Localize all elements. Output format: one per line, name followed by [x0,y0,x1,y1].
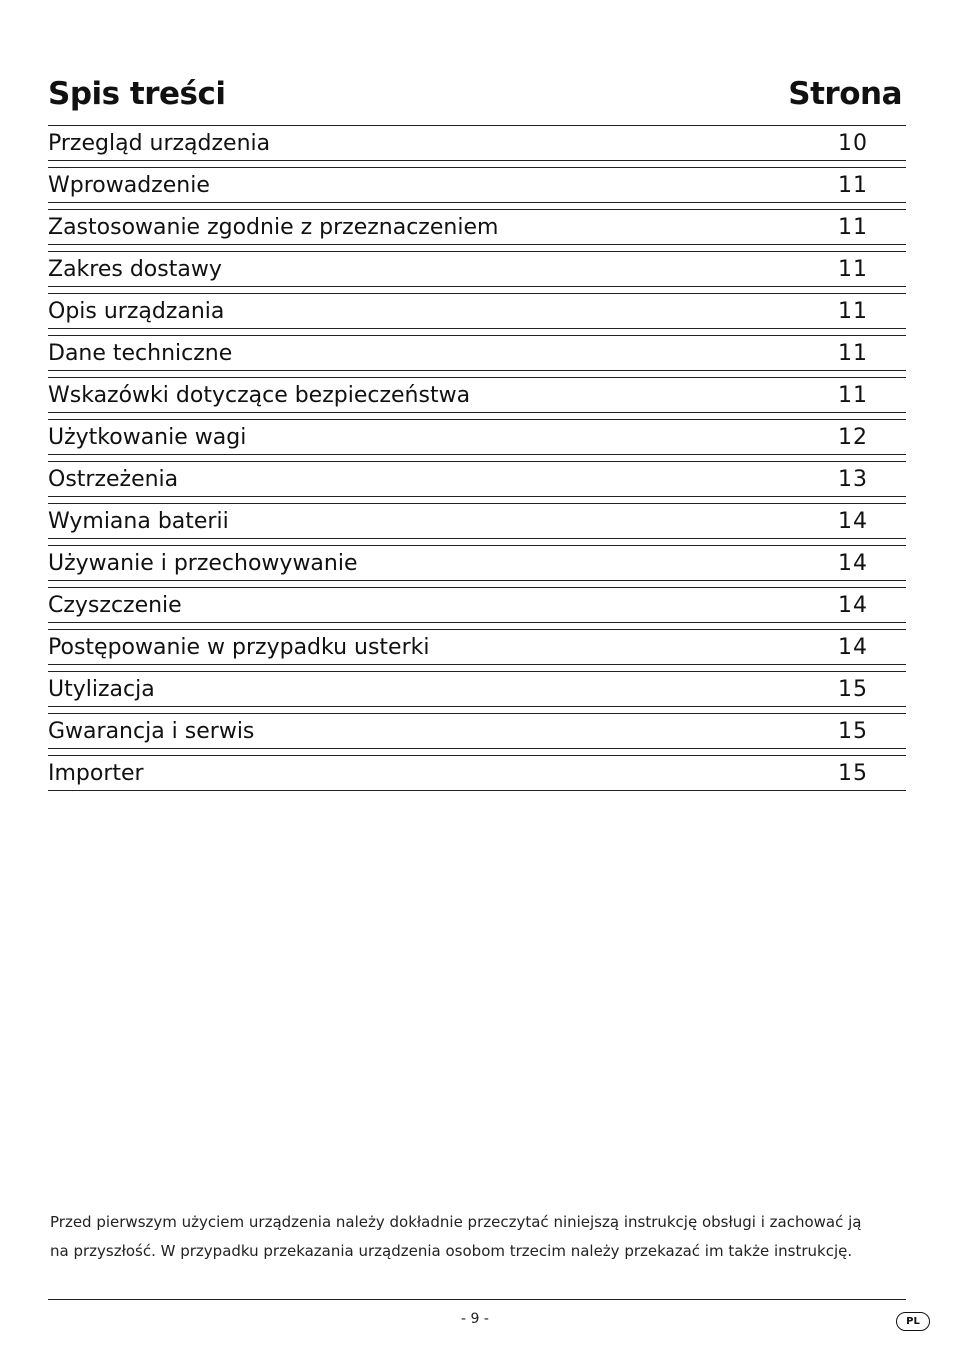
page-number: - 9 - [461,1311,489,1327]
toc-entry-page: 11 [838,215,868,240]
toc-row[interactable] [48,209,906,251]
toc-row[interactable] [48,461,906,503]
toc-entry-page: 14 [838,635,868,660]
toc-entry-title: Ostrzeżenia [48,467,179,492]
toc-entry-title: Przegląd urządzenia [48,131,271,156]
footer-divider [48,1299,906,1300]
toc-entry-page: 11 [838,257,868,282]
toc-entry-page: 15 [838,761,868,786]
toc-row[interactable] [48,587,906,629]
toc-entry-page: 14 [838,593,868,618]
table-of-contents [48,125,906,797]
toc-row[interactable] [48,629,906,671]
toc-entry-title: Czyszczenie [48,593,182,618]
toc-entry-page: 11 [838,173,868,198]
toc-entry-page: 11 [838,383,868,408]
toc-entry-page: 14 [838,551,868,576]
toc-entry-page: 14 [838,509,868,534]
toc-entry-title: Postępowanie w przypadku usterki [48,635,430,660]
toc-entry-title: Wskazówki dotyczące bezpieczeństwa [48,383,471,408]
page-title: Spis treści [48,76,226,112]
toc-row[interactable] [48,377,906,419]
toc-entry-title: Importer [48,761,144,786]
toc-row[interactable] [48,545,906,587]
toc-entry-title: Użytkowanie wagi [48,425,247,450]
toc-row[interactable] [48,293,906,335]
toc-entry-page: 10 [838,131,868,156]
toc-row[interactable] [48,755,906,797]
toc-row[interactable] [48,167,906,209]
toc-entry-title: Wymiana baterii [48,509,229,534]
toc-row[interactable] [48,251,906,293]
toc-entry-title: Wprowadzenie [48,173,210,198]
toc-header [48,66,902,110]
toc-row[interactable] [48,713,906,755]
toc-entry-page: 11 [838,341,868,366]
toc-entry-page: 15 [838,677,868,702]
usage-note-line: Przed pierwszym użyciem urządzenia należy dokładnie przeczytać niniejszą instrukcję obsługi i zachować ją [50,1213,862,1231]
usage-note-line: na przyszłość. W przypadku przekazania urządzenia osobom trzecim należy przekazać im także instrukcję. [50,1242,853,1260]
toc-row[interactable] [48,419,906,461]
toc-row[interactable] [48,335,906,377]
toc-entry-page: 15 [838,719,868,744]
language-badge: PL [896,1312,930,1331]
toc-entry-title: Zakres dostawy [48,257,222,282]
toc-entry-title: Opis urządzania [48,299,225,324]
toc-entry-title: Zastosowanie zgodnie z przeznaczeniem [48,215,499,240]
toc-entry-title: Używanie i przechowywanie [48,551,358,576]
page-column-heading: Strona [788,76,902,112]
toc-entry-page: 13 [838,467,868,492]
toc-entry-title: Gwarancja i serwis [48,719,255,744]
toc-entry-title: Dane techniczne [48,341,233,366]
usage-note [50,1208,900,1266]
toc-entry-page: 12 [838,425,868,450]
toc-row[interactable] [48,125,906,167]
toc-row[interactable] [48,671,906,713]
toc-entry-title: Utylizacja [48,677,155,702]
toc-row[interactable] [48,503,906,545]
toc-entry-page: 11 [838,299,868,324]
